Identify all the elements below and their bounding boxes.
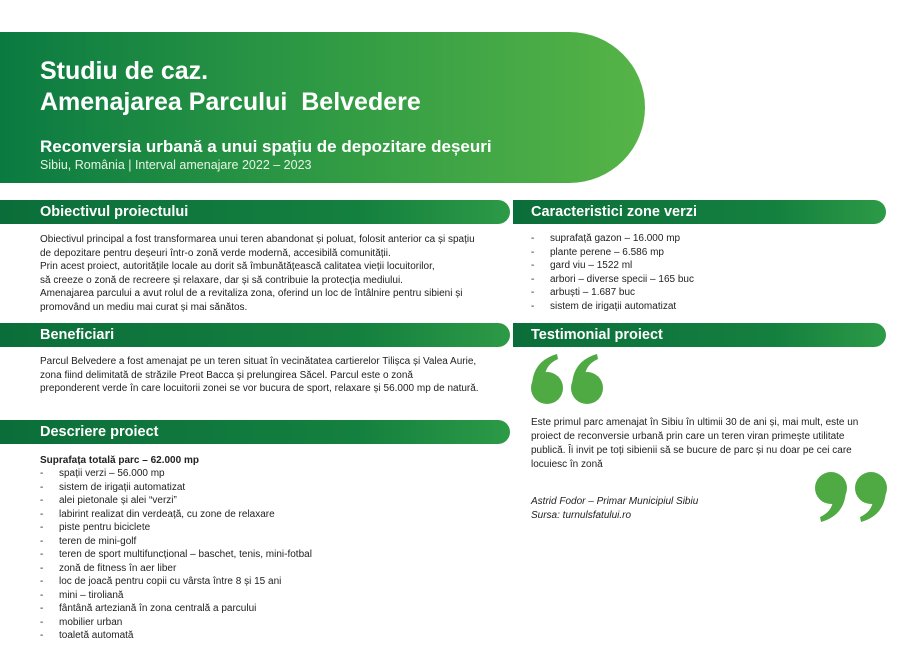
list-item: - teren de mini-golf <box>40 535 510 549</box>
testimonial-quote: Este primul parc amenajat în Sibiu în ultimii 30 de ani și, mai mult, este un proiect de reconversie urbană prin care un teren viran primește utilitate publică. Îi invit pe toți sibienii să se bucure de parc și nu doar pe cei care locuiesc în zonă <box>531 417 859 470</box>
green-features-list <box>531 232 871 313</box>
list-item: - mini – tiroliană <box>40 589 510 603</box>
beneficiaries-heading: Beneficiari <box>0 323 510 347</box>
list-item: - loc de joacă pentru copii cu vârsta între 8 și 15 ani <box>40 575 510 589</box>
description-list <box>40 467 510 643</box>
list-item: - fântână arteziană în zona centrală a parcului <box>40 602 510 616</box>
location-line: Sibiu, România | Interval amenajare 2022 – 2023 <box>40 158 312 172</box>
list-item: - arbori – diverse specii – 165 buc <box>531 273 871 287</box>
list-item: - teren de sport multifuncțional – baschet, tenis, mini-fotbal <box>40 548 510 562</box>
source-line: Sursa: turnulsfatului.ro <box>531 510 632 521</box>
list-item: - plante perene – 6.586 mp <box>531 246 871 260</box>
list-item: - suprafață gazon – 16.000 mp <box>531 232 871 246</box>
list-item: - arbuști – 1.687 buc <box>531 286 871 300</box>
page-subtitle: Reconversia urbană a unui spațiu de depozitare deșeuri <box>40 137 492 156</box>
list-item: - alei pietonale și alei “verzi” <box>40 494 510 508</box>
list-item: - toaletă automată <box>40 629 510 643</box>
list-item: - piste pentru biciclete <box>40 521 510 535</box>
close-quote-icon <box>808 468 888 524</box>
testimonial-heading: Testimonial proiect <box>513 323 886 347</box>
objective-text: Obiectivul principal a fost transformarea unui teren abandonat și poluat, folosit anterior ca și spațiu de depozitare pentru deșeuri într-o zonă verde modernă, accesibilă comunității. Prin acest proiect, autoritățile locale au dorit să îmbunătățească calitatea vieții locuitorilor, să creeze o zonă de recreere și relaxare, dar și să contribuie la protecția mediului. Amenajarea parcului a avut rolul de a revitaliza zona, oferind un loc de întâlnire pentru sibieni și promovând un mediu mai curat și mai sănătos. <box>40 234 475 313</box>
list-item: - labirint realizat din verdeață, cu zone de relaxare <box>40 508 510 522</box>
open-quote-icon <box>530 352 610 408</box>
list-item: - gard viu – 1522 ml <box>531 259 871 273</box>
list-item: - zonă de fitness în aer liber <box>40 562 510 576</box>
author-name: Astrid Fodor – Primar Municipiul Sibiu <box>531 496 699 507</box>
green-features-heading: Caracteristici zone verzi <box>513 200 886 224</box>
list-item: - mobilier urban <box>40 616 510 630</box>
page-title: Studiu de caz. Amenajarea Parcului Belvedere <box>40 57 421 116</box>
list-item: - spații verzi – 56.000 mp <box>40 467 510 481</box>
testimonial-author <box>531 495 698 523</box>
total-area: Suprafața totală parc – 62.000 mp <box>40 455 199 466</box>
list-item: - sistem de irigații automatizat <box>40 481 510 495</box>
objective-heading: Obiectivul proiectului <box>0 200 510 224</box>
beneficiaries-text: Parcul Belvedere a fost amenajat pe un teren situat în vecinătatea cartierelor Tilișca și Valea Aurie, zona fiind delimitată de străzile Preot Bacca și prelungirea Săcel. Parcul este o zonă preponderent verde în care locuitorii zonei se vor bucura de sport, relaxare și 56.000 mp de natură. <box>40 356 479 394</box>
list-item: - sistem de irigații automatizat <box>531 300 871 314</box>
description-heading: Descriere proiect <box>0 420 510 444</box>
